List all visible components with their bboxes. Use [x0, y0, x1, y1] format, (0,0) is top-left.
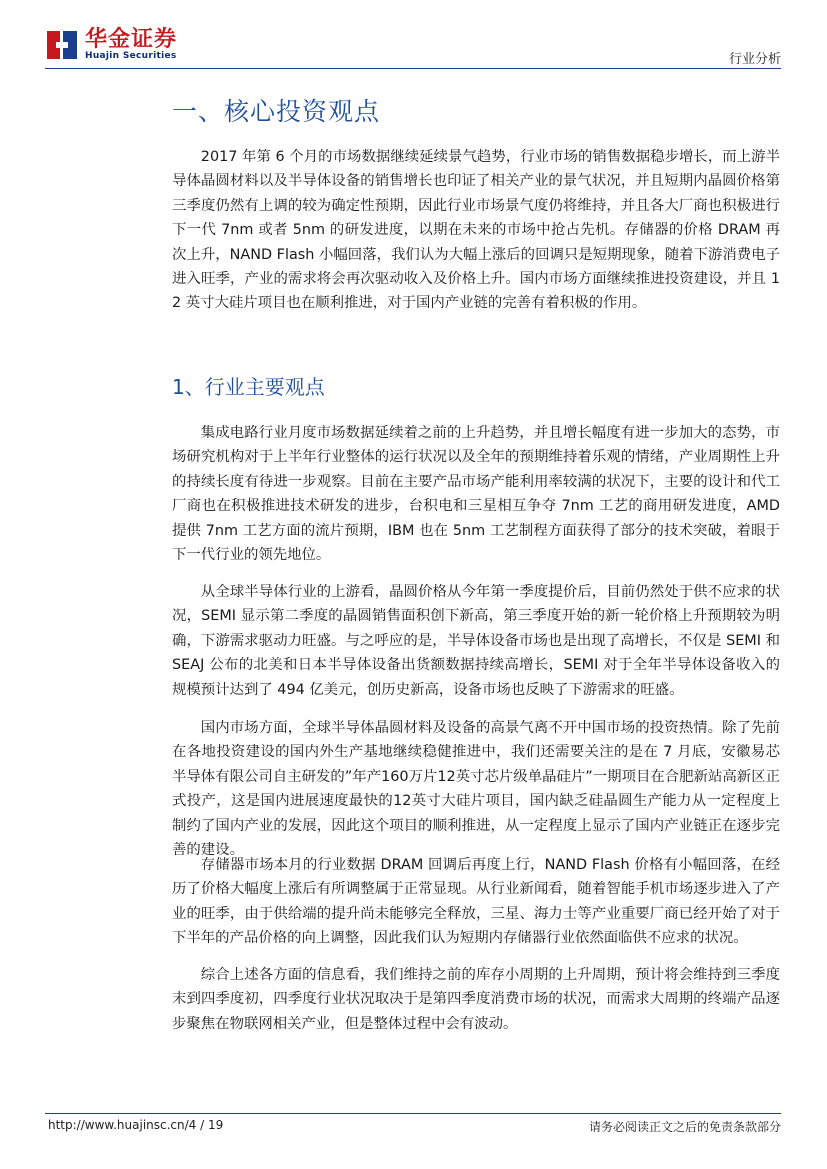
huajin-logo-icon	[45, 28, 79, 62]
subsection-body	[172, 580, 780, 702]
subsection-title: 1、行业主要观点	[172, 375, 325, 399]
paragraph: 集成电路行业月度市场数据延续着之前的上升趋势，并且增长幅度有进一步加大的态势，市场研究机构对于上半年行业整体的运行状况以及全年的预期维持着乐观的情绪，产业周期性上升的持续长度有待进一步观察。目前在主要产品市场产能利用率较满的状况下，主要的设计和代工厂商也在积极推进技术研发的进步，台积电和三星相互争夺 7nm 工艺的商用研发进度，AMD 提供 7nm 工艺方面的流片预期，IBM 也在 5nm 工艺制程方面获得了部分的技术突破，着眼于下一代行业的领先地位。	[172, 425, 780, 564]
footer-disclaimer: 请务必阅读正文之后的免责条款部分	[588, 1120, 781, 1134]
logo-english-name: Huajin Securities	[85, 50, 177, 61]
paragraph: 从全球半导体行业的上游看，晶圆价格从今年第一季度提价后，目前仍然处于供不应求的状况，SEMI 显示第二季度的晶圆销售面积创下新高，第三季度开始的新一轮价格上升预期较为明确，下游需求驱动力旺盛。与之呼应的是，半导体设备市场也是出现了高增长，不仅是 SEMI 和 SEAJ 公布的北美和日本半导体设备出货额数据持续高增长，SEMI 对于全年半导体设备收入的规模预计达到了 494 亿美元，创历史新高，设备市场也反映了下游需求的旺盛。	[172, 584, 780, 698]
header-divider	[45, 68, 781, 69]
page-header	[0, 0, 827, 72]
section-title: 一、核心投资观点	[172, 97, 381, 126]
section-body	[172, 145, 780, 316]
logo-chinese-name: 华金证券	[85, 26, 178, 52]
paragraph: 国内市场方面，全球半导体晶圆材料及设备的高景气离不开中国市场的投资热情。除了先前在各地投资建设的国内外生产基地继续稳健推进中，我们还需要关注的是在 7 月底，安徽易芯半导体有限公司自主研发的”年产160万片12英寸芯片级单晶硅片”一期项目在合肥新站高新区正式投产，这是国内进展速度最快的12英寸大硅片项目，国内缺乏硅晶圆生产能力从一定程度上制约了国内产业的发展，因此这个项目的顺利推进，从一定程度上显示了国内产业链正在逐步完善的建设。	[172, 720, 780, 859]
report-category: 行业分析	[728, 52, 781, 67]
paragraph: 综合上述各方面的信息看，我们维持之前的库存小周期的上升周期，预计将会维持到三季度末到四季度初，四季度行业状况取决于是第四季度消费市场的状况，而需求大周期的终端产品逐步聚焦在物联网相关产业，但是整体过程中会有波动。	[172, 967, 780, 1032]
paragraph: 2017 年第 6 个月的市场数据继续延续景气趋势，行业市场的销售数据稳步增长，而上游半导体晶圆材料以及半导体设备的销售增长也印证了相关产业的景气状况，并且短期内晶圆价格第三季度仍然有上调的较为确定性预期，因此行业市场景气度仍将维持，并且各大厂商也积极进行下一代 7nm 或者 5nm 的研发进度，以期在未来的市场中抢占先机。存储器的价格 DRAM 再次上升，NAND Flash 小幅回落，我们认为大幅上涨后的回调只是短期现象，随着下游消费电子进入旺季，产业的需求将会再次驱动收入及价格上升。国内市场方面继续推进投资建设，并且 12 英寸大硅片项目也在顺利推进，对于国内产业链的完善有着积极的作用。	[172, 149, 780, 312]
subsection-body	[172, 716, 780, 862]
company-logo	[45, 28, 177, 62]
subsection-body	[172, 421, 780, 567]
subsection-body	[172, 963, 780, 1036]
footer-divider	[45, 1113, 781, 1114]
paragraph: 存储器市场本月的行业数据 DRAM 回调后再度上行，NAND Flash 价格有小幅回落，在经历了价格大幅度上涨后有所调整属于正常显现。从行业新闻看，随着智能手机市场逐步进入了产业的旺季，由于供给端的提升尚未能够完全释放，三星、海力士等产业重要厂商已经开始了对于下半年的产品价格的向上调整，因此我们认为短期内存储器行业依然面临供不应求的状况。	[172, 857, 780, 947]
subsection-body	[172, 853, 780, 951]
footer-url-page: http://www.huajinsc.cn/4 / 19	[48, 1118, 224, 1132]
